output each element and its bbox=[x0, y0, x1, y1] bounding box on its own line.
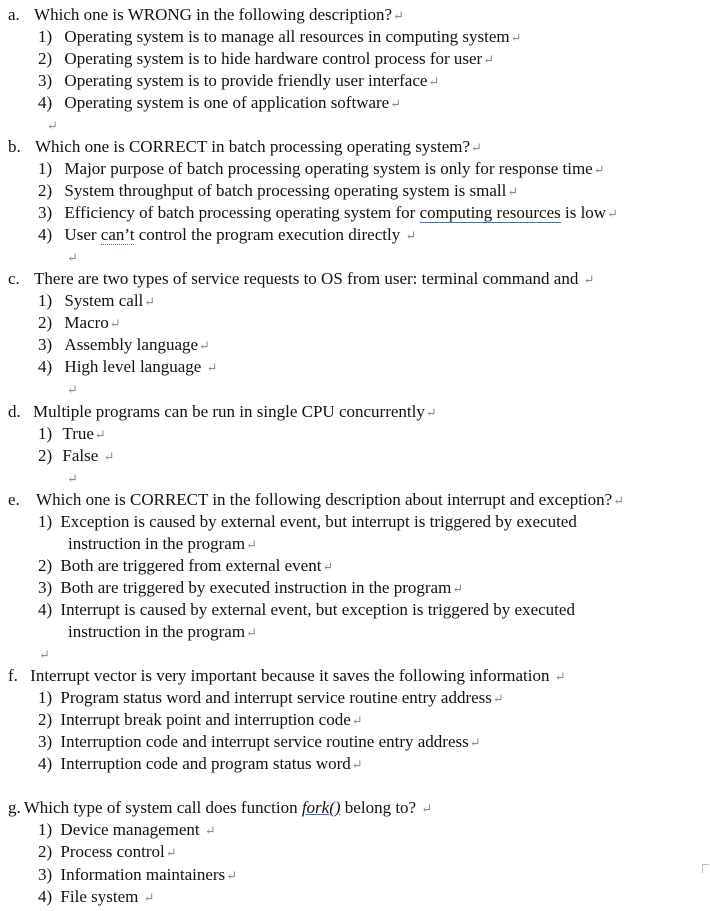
option-number: 4) bbox=[38, 600, 53, 619]
option-text: Both are triggered by executed instruction in the program bbox=[60, 578, 452, 597]
empty-paragraph bbox=[66, 247, 78, 268]
paragraph-mark-icon: ↵ bbox=[94, 427, 106, 442]
option-text: Program status word and interrupt service routine entry address bbox=[60, 688, 492, 707]
paragraph-mark-icon: ↵ bbox=[507, 184, 519, 199]
question-text bbox=[24, 798, 421, 817]
option-text: Interruption code and program status word bbox=[60, 754, 351, 773]
option-f-1 bbox=[38, 688, 504, 709]
question-text: Multiple programs can be run in single CPU concurrently bbox=[33, 402, 425, 421]
option-d-1 bbox=[38, 424, 106, 445]
option-c-2 bbox=[38, 313, 121, 334]
question-letter: f. bbox=[8, 666, 18, 685]
option-a-3 bbox=[38, 71, 439, 92]
option-number: 3) bbox=[38, 203, 53, 222]
paragraph-mark-icon: ↵ bbox=[199, 338, 210, 353]
paragraph-mark-icon: ↵ bbox=[421, 801, 433, 816]
option-number: 3) bbox=[38, 732, 53, 751]
paragraph-mark-icon: ↵ bbox=[554, 669, 566, 684]
paragraph-mark-icon: ↵ bbox=[405, 228, 417, 243]
option-number: 3) bbox=[38, 578, 53, 597]
question-text-part: Which type of system call does function bbox=[23, 798, 302, 817]
option-text: Macro bbox=[64, 313, 109, 332]
option-b-2 bbox=[38, 181, 518, 202]
option-text: Major purpose of batch processing operating system is only for response time bbox=[64, 159, 593, 178]
paragraph-mark-icon: ↵ bbox=[428, 74, 440, 89]
option-g-3 bbox=[38, 865, 237, 886]
question-text: There are two types of service requests to OS from user: terminal command and bbox=[34, 269, 583, 288]
paragraph-mark-icon: ↵ bbox=[206, 360, 218, 375]
option-text bbox=[64, 203, 606, 222]
paragraph-mark-icon: ↵ bbox=[607, 206, 618, 221]
option-g-4 bbox=[38, 887, 155, 908]
option-text-part: Efficiency of batch processing operating system for bbox=[64, 203, 420, 222]
option-number: 2) bbox=[38, 446, 53, 465]
question-letter: a. bbox=[8, 5, 20, 24]
option-f-3 bbox=[38, 732, 481, 753]
question-text: Which one is WRONG in the following description? bbox=[34, 5, 393, 24]
paragraph-mark-icon: ↵ bbox=[452, 581, 464, 596]
option-number: 4) bbox=[38, 887, 53, 906]
paragraph-mark-icon: ↵ bbox=[390, 96, 402, 111]
paragraph-mark-icon: ↵ bbox=[469, 735, 481, 750]
option-text bbox=[64, 225, 404, 244]
option-a-4 bbox=[38, 93, 401, 114]
paragraph-mark-icon: ↵ bbox=[204, 823, 216, 838]
option-f-4 bbox=[38, 754, 363, 775]
option-text: Interrupt is caused by external event, but exception is triggered by executed bbox=[60, 600, 575, 619]
paragraph-mark-icon: ↵ bbox=[67, 382, 78, 397]
option-d-2 bbox=[38, 446, 114, 467]
option-a-2 bbox=[38, 49, 494, 70]
paragraph-mark-icon: ↵ bbox=[322, 559, 334, 574]
option-e-1-continued bbox=[68, 534, 257, 555]
question-e bbox=[8, 490, 624, 511]
option-number: 2) bbox=[38, 181, 53, 200]
option-text: High level language bbox=[64, 357, 206, 376]
question-text: Which one is CORRECT in batch processing operating system? bbox=[35, 137, 471, 156]
question-d bbox=[8, 402, 437, 423]
paragraph-mark-icon: ↵ bbox=[246, 625, 257, 640]
option-text: Exception is caused by external event, but interrupt is triggered by executed bbox=[60, 512, 577, 531]
option-text: instruction in the program bbox=[68, 622, 246, 641]
option-a-1 bbox=[38, 27, 522, 48]
option-number: 1) bbox=[38, 424, 53, 443]
question-letter: e. bbox=[8, 490, 20, 509]
option-text: Information maintainers bbox=[60, 865, 226, 884]
paragraph-mark-icon: ↵ bbox=[483, 52, 495, 67]
paragraph-mark-icon: ↵ bbox=[613, 493, 625, 508]
option-text-part: control the program execution directly bbox=[134, 225, 405, 244]
empty-paragraph bbox=[46, 115, 58, 136]
option-number: 4) bbox=[38, 357, 53, 376]
question-c bbox=[8, 269, 595, 290]
option-e-4 bbox=[38, 600, 575, 620]
empty-paragraph bbox=[38, 644, 50, 665]
question-text-part: belong to? bbox=[340, 798, 421, 817]
option-b-1 bbox=[38, 159, 605, 180]
paragraph-mark-icon: ↵ bbox=[67, 471, 78, 486]
option-number: 2) bbox=[38, 313, 53, 332]
option-text: Operating system is to manage all resources in computing system bbox=[64, 27, 510, 46]
question-text: Interrupt vector is very important because it saves the following information bbox=[30, 666, 554, 685]
option-number: 1) bbox=[38, 512, 53, 531]
option-number: 4) bbox=[38, 754, 53, 773]
option-g-1 bbox=[38, 820, 216, 841]
option-text: System throughput of batch processing operating system is small bbox=[64, 181, 507, 200]
paragraph-mark-icon: ↵ bbox=[393, 8, 404, 23]
option-text: instruction in the program bbox=[68, 534, 246, 553]
option-number: 4) bbox=[38, 225, 53, 244]
option-e-1 bbox=[38, 512, 577, 532]
option-text: System call bbox=[64, 291, 144, 310]
paragraph-mark-icon: ↵ bbox=[144, 294, 156, 309]
question-letter: g. bbox=[8, 798, 21, 817]
question-b bbox=[8, 137, 482, 158]
paragraph-mark-icon: ↵ bbox=[143, 890, 155, 905]
option-number: 2) bbox=[38, 556, 53, 575]
option-c-3 bbox=[38, 335, 210, 356]
paragraph-mark-icon: ↵ bbox=[67, 250, 78, 265]
question-g bbox=[8, 798, 432, 819]
option-text: True bbox=[62, 424, 94, 443]
option-number: 1) bbox=[38, 291, 53, 310]
paragraph-mark-icon: ↵ bbox=[165, 845, 177, 860]
option-text: Operating system is one of application software bbox=[64, 93, 390, 112]
spelling-underline: can’t bbox=[100, 225, 135, 244]
paragraph-mark-icon: ↵ bbox=[425, 405, 437, 420]
empty-paragraph bbox=[66, 468, 78, 489]
option-number: 1) bbox=[38, 27, 53, 46]
option-b-3 bbox=[38, 203, 618, 224]
option-g-2 bbox=[38, 842, 177, 863]
option-number: 1) bbox=[38, 159, 53, 178]
option-b-4 bbox=[38, 225, 416, 246]
page-corner-mark bbox=[702, 864, 709, 873]
option-text: Assembly language bbox=[64, 335, 199, 354]
option-number: 4) bbox=[38, 93, 53, 112]
paragraph-mark-icon: ↵ bbox=[510, 30, 522, 45]
option-text: Interrupt break point and interruption code bbox=[60, 710, 351, 729]
grammar-underline: computing resources bbox=[419, 203, 561, 222]
option-text: File system bbox=[60, 887, 143, 906]
paragraph-mark-icon: ↵ bbox=[351, 713, 363, 728]
option-number: 1) bbox=[38, 820, 53, 839]
question-letter: b. bbox=[8, 137, 21, 156]
question-letter: c. bbox=[8, 269, 20, 288]
paragraph-mark-icon: ↵ bbox=[246, 537, 257, 552]
option-text: Both are triggered from external event bbox=[60, 556, 322, 575]
question-a bbox=[8, 5, 404, 26]
paragraph-mark-icon: ↵ bbox=[39, 647, 50, 662]
option-number: 3) bbox=[38, 335, 53, 354]
paragraph-mark-icon: ↵ bbox=[492, 691, 504, 706]
paragraph-mark-icon: ↵ bbox=[47, 118, 58, 133]
option-number: 2) bbox=[38, 49, 53, 68]
paragraph-mark-icon: ↵ bbox=[109, 316, 121, 331]
paragraph-mark-icon: ↵ bbox=[471, 140, 482, 155]
option-number: 3) bbox=[38, 71, 53, 90]
option-c-4 bbox=[38, 357, 217, 378]
paragraph-mark-icon: ↵ bbox=[593, 162, 605, 177]
paragraph-mark-icon: ↵ bbox=[226, 868, 238, 883]
paragraph-mark-icon: ↵ bbox=[103, 449, 115, 464]
option-number: 2) bbox=[38, 842, 53, 861]
function-name: fork() bbox=[301, 798, 341, 817]
option-text: False bbox=[62, 446, 103, 465]
option-f-2 bbox=[38, 710, 363, 731]
option-text: Operating system is to hide hardware control process for user bbox=[64, 49, 483, 68]
option-e-3 bbox=[38, 578, 463, 599]
option-text-part: is low bbox=[560, 203, 607, 222]
option-text: Interruption code and interrupt service routine entry address bbox=[60, 732, 469, 751]
option-number: 3) bbox=[38, 865, 53, 884]
option-number: 1) bbox=[38, 688, 53, 707]
paragraph-mark-icon: ↵ bbox=[351, 757, 363, 772]
question-letter: d. bbox=[8, 402, 21, 421]
option-text: Operating system is to provide friendly user interface bbox=[64, 71, 428, 90]
question-text: Which one is CORRECT in the following description about interrupt and exception? bbox=[36, 490, 613, 509]
option-e-4-continued bbox=[68, 622, 257, 643]
option-text: Device management bbox=[60, 820, 204, 839]
empty-paragraph bbox=[66, 379, 78, 400]
question-f bbox=[8, 666, 566, 687]
option-c-1 bbox=[38, 291, 155, 312]
option-text: Process control bbox=[60, 842, 165, 861]
paragraph-mark-icon: ↵ bbox=[583, 272, 595, 287]
option-text-part: User bbox=[64, 225, 101, 244]
option-number: 2) bbox=[38, 710, 53, 729]
option-e-2 bbox=[38, 556, 333, 577]
